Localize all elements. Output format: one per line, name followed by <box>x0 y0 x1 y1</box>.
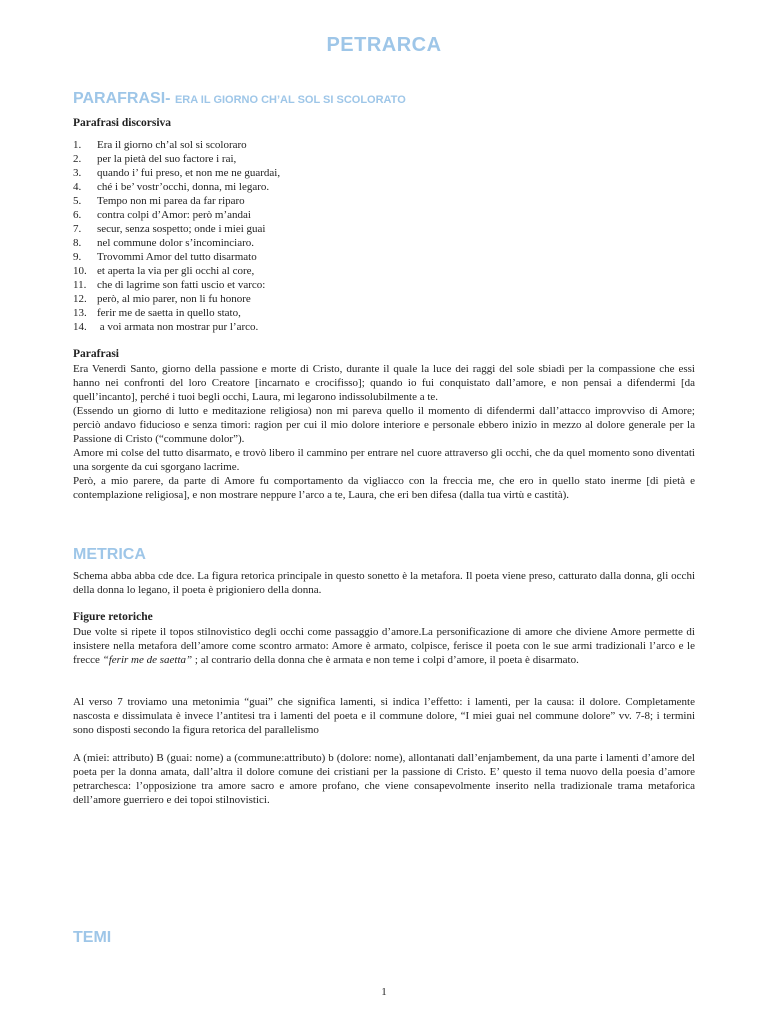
verse-line <box>73 306 280 320</box>
verse-line <box>73 250 280 264</box>
verse-text: contra colpi d’Amor: però m’andai <box>97 209 251 221</box>
parafrasi-discorsiva-label: Parafrasi discorsiva <box>73 117 172 129</box>
verse-text: quando i’ fui preso, et non me ne guardai, <box>97 167 281 179</box>
figure-text-quote: “ferir me de saetta” <box>102 654 193 666</box>
metrica-text: Schema abba abba cde dce. La figura retorica principale in questo sonetto è la metafora. Il poeta viene preso, catturato dalla donna, gli occhi della donna lo legano, il poeta è prigioniero della donna. <box>73 570 695 596</box>
verse-number: 8. <box>73 237 82 249</box>
verse-line <box>73 222 280 236</box>
figure-retoriche-text <box>73 625 695 667</box>
verse-line <box>73 194 280 208</box>
verse-text: Tempo non mi parea da far riparo <box>97 195 245 207</box>
verse-number: 14. <box>73 321 87 333</box>
verse-line <box>73 264 280 278</box>
metrica-heading: METRICA <box>73 546 146 563</box>
verse-number: 5. <box>73 195 82 207</box>
verse-text: ché i be’ vostr’occhi, donna, mi legaro. <box>97 181 270 193</box>
verse-line <box>73 166 280 180</box>
parafrasi-heading-main: PARAFRASI- <box>73 90 171 107</box>
verse-text: secur, senza sospetto; onde i miei guai <box>97 223 266 235</box>
verse-text: nel commune dolor s’incominciaro. <box>97 237 255 249</box>
verse-number: 13. <box>73 307 87 319</box>
verse-number: 10. <box>73 265 87 277</box>
chiasmo-text: A (miei: attributo) B (guai: nome) a (commune:attributo) b (dolore: nome), allontanati dall’enjambement, da una parte i lamenti d’amore del poeta per la donna amata, dall’altra il dolore comune dei cristiani per la passione di Cristo. E’ questo il tema nuovo della poesia d’amore petrarchesca: l’opposizione tra amore sacro e amore profano, che viene consapevolmente inserito nella tradizionale trama metaforica dell’amore guerriero e dei topoi stilnovistici. <box>73 752 695 806</box>
verse-number: 12. <box>73 293 87 305</box>
parafrasi-paragraph: Era Venerdì Santo, giorno della passione e morte di Cristo, durante il quale la luce dei raggi del sole sbiadì per la compassione che essi hanno nei confronti del loro Creatore [incarnato e crocifisso]; quando io fui conquistato dall’amore, e non pensai a difendermi [da quell’incanto], perché i tuoi begli occhi, Laura, mi legarono indissolubilmente a te. <box>73 363 695 403</box>
verse-number: 9. <box>73 251 82 263</box>
verse-line <box>73 278 280 292</box>
verse-number: 4. <box>73 181 82 193</box>
parafrasi-heading <box>73 90 406 108</box>
parafrasi-paragraph: (Essendo un giorno di lutto e meditazione religiosa) non mi pareva quello il momento di difendermi dall’attacco improvviso di Amore; perciò andavo fiducioso e senza timori: ragion per cui il mio dolore interiore e personale ebbero inizio in mezzo al dolore generale per la Passione di Cristo (“commune dolor”). <box>73 405 695 445</box>
verse-line <box>73 292 280 306</box>
verse-line <box>73 138 280 152</box>
verse-text: però, al mio parer, non li fu honore <box>97 293 251 305</box>
page-number: 1 <box>381 986 387 998</box>
verse-number: 3. <box>73 167 82 179</box>
verse-text: ferir me de saetta in quello stato, <box>97 307 241 319</box>
parafrasi-paragraph: Amore mi colse del tutto disarmato, e trovò libero il cammino per entrare nel cuore attraverso gli occhi, che da quel momento sono diventati una sorgente da cui sgorgano lacrime. <box>73 447 695 473</box>
verse-list <box>73 138 280 334</box>
parafrasi-label: Parafrasi <box>73 348 119 360</box>
verse-number: 1. <box>73 139 82 151</box>
verse-text: che di lagrime son fatti uscio et varco: <box>97 279 266 291</box>
verse-line <box>73 236 280 250</box>
verse-text: et aperta la via per gli occhi al core, <box>97 265 255 277</box>
verse-line <box>73 320 280 334</box>
parafrasi-heading-sub: ERA IL GIORNO CH’AL SOL SI SCOLORATO <box>174 94 406 106</box>
verse-number: 7. <box>73 223 82 235</box>
verse-number: 2. <box>73 153 82 165</box>
figure-text-after: ; al contrario della donna che è armata e non teme i colpi d’amore, il poeta è disarmato. <box>192 654 579 666</box>
verse-text: Era il giorno ch’al sol si scoloraro <box>97 139 247 151</box>
temi-heading: TEMI <box>73 929 112 946</box>
figure-retoriche-label: Figure retoriche <box>73 611 153 623</box>
verse-text: a voi armata non mostrar pur l’arco. <box>97 321 259 333</box>
parafrasi-paragraph: Però, a mio parere, da parte di Amore fu comportamento da vigliacco con la freccia me, che ero in quello stato inerme [di pietà e contemplazione religiosa], e non mostrare neppure l’arco a te, Laura, che eri ben difesa (dalla tua virtù e castità). <box>73 475 695 501</box>
verse-text: per la pietà del suo factore i rai, <box>97 153 237 165</box>
verse-line <box>73 208 280 222</box>
figure-text-before: Due volte si ripete il topos stilnovistico degli occhi come passaggio d’amore.La personificazione di amore che diviene Amore permette di insistere nella metafora dell’amore come scontro armato: Amore è armato, colpisce, ferisce il poeta con le sue armi tradizionali l’arco e le frecce <box>73 626 695 666</box>
parafrasi-text <box>73 362 695 502</box>
verse-number: 6. <box>73 209 82 221</box>
verse-number: 11. <box>73 279 87 291</box>
page-title: PETRARCA <box>326 34 442 56</box>
verse-text: Trovommi Amor del tutto disarmato <box>97 251 257 263</box>
verso7-text: Al verso 7 troviamo una metonimia “guai” che significa lamenti, si indica l’effetto: i lamenti, per la causa: il dolore. Completamente nascosta e dissimulata è invece l’antitesi tra i lamenti del poeta e il commune dolore, “I miei guai nel commune dolore” vv. 7-8; i termini sono disposti secondo la figura retorica del parallelismo <box>73 696 695 736</box>
verse-line <box>73 152 280 166</box>
verse-line <box>73 180 280 194</box>
